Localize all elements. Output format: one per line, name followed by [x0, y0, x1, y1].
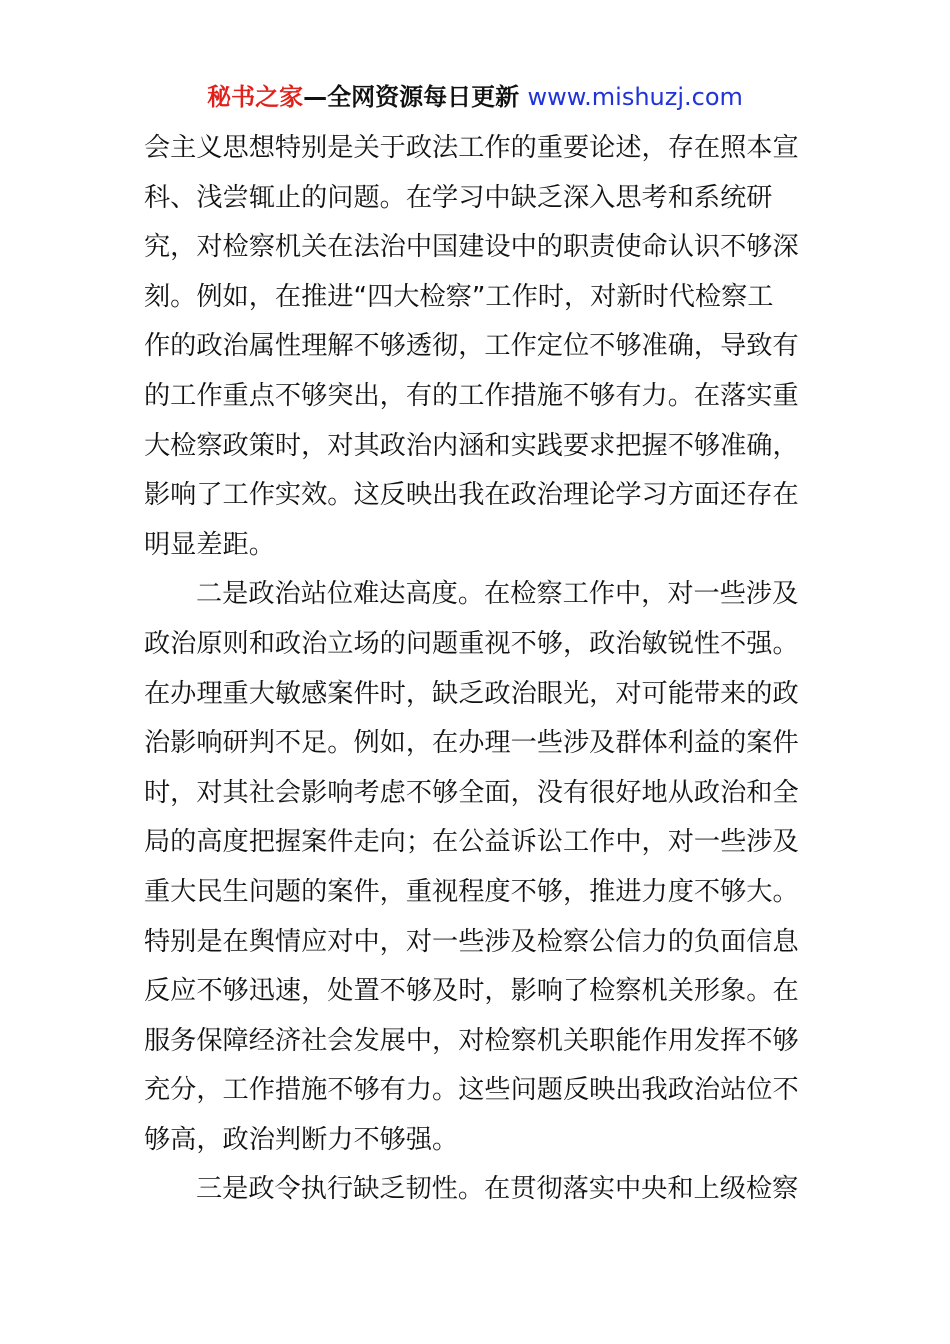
text-line: 影响了工作实效。这反映出我在政治理论学习方面还存在 — [144, 480, 799, 511]
text-line: 够高，政治判断力不够强。 — [144, 1124, 459, 1155]
text-line: 在办理重大敏感案件时，缺乏政治眼光，对可能带来的政 — [144, 678, 799, 709]
text-line: 服务保障经济社会发展中，对检察机关职能作用发挥不够 — [144, 1025, 799, 1056]
text-line: 大检察政策时，对其政治内涵和实践要求把握不够准确， — [144, 430, 799, 461]
text-line: 充分，工作措施不够有力。这些问题反映出我政治站位不 — [144, 1075, 799, 1106]
text-line: 局的高度把握案件走向；在公益诉讼工作中，对一些涉及 — [144, 827, 799, 858]
text-line: 三是政令执行缺乏韧性。在贯彻落实中央和上级检察 — [196, 1174, 799, 1205]
text-line: 治影响研判不足。例如，在办理一些涉及群体利益的案件 — [144, 728, 799, 759]
text-line: 时，对其社会影响考虑不够全面，没有很好地从政治和全 — [144, 777, 799, 808]
site-url-link[interactable]: www.mishuzj.com — [527, 83, 743, 111]
text-line: 明显差距。 — [144, 529, 275, 560]
text-line: 作的政治属性理解不够透彻，工作定位不够准确，导致有 — [144, 331, 799, 362]
text-line: 究，对检察机关在法治中国建设中的职责使命认识不够深 — [144, 232, 799, 263]
site-header — [0, 80, 950, 114]
text-line: 二是政治站位难达高度。在检察工作中，对一些涉及 — [196, 579, 799, 610]
site-slogan: 全网资源每日更新 — [327, 83, 528, 111]
text-line: 特别是在舆情应对中，对一些涉及检察公信力的负面信息 — [144, 926, 799, 957]
text-line: 政治原则和政治立场的问题重视不够，政治敏锐性不强。 — [144, 628, 799, 659]
text-line: 科、浅尝辄止的问题。在学习中缺乏深入思考和系统研 — [144, 182, 773, 213]
text-line: 的工作重点不够突出，有的工作措施不够有力。在落实重 — [144, 380, 799, 411]
text-line: 重大民生问题的案件，重视程度不够，推进力度不够大。 — [144, 876, 799, 907]
text-line: 刻。例如，在推进“四大检察”工作时，对新时代检察工 — [144, 281, 774, 312]
text-line: 反应不够迅速，处置不够及时，影响了检察机关形象。在 — [144, 976, 799, 1007]
header-dash: — — [303, 83, 328, 111]
text-line: 会主义思想特别是关于政法工作的重要论述，存在照本宣 — [144, 133, 799, 163]
document-body — [144, 124, 808, 1215]
site-brand: 秘书之家 — [207, 83, 304, 111]
